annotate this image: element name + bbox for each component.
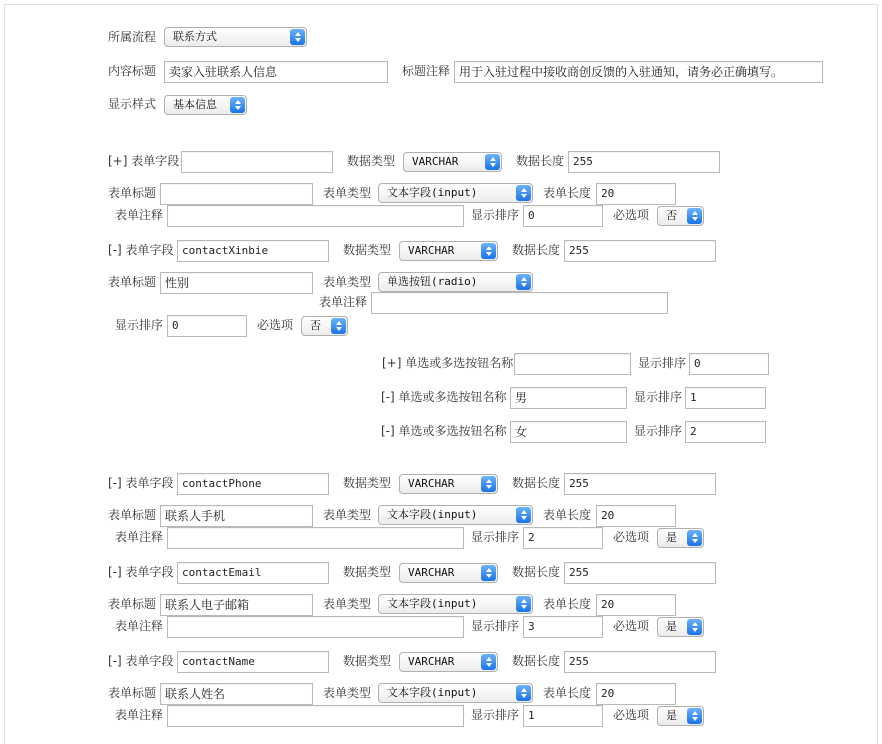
form-title-label: 表单标题 (108, 186, 157, 200)
form-type-value: 单选按钮(radio) (387, 275, 478, 288)
data-type-select[interactable] (399, 241, 498, 261)
content-title-label: 内容标题 (108, 64, 157, 78)
form-note-input[interactable] (167, 205, 464, 227)
data-type-label: 数据类型 (347, 154, 396, 168)
collapse-toggle[interactable]: [-] (381, 390, 395, 404)
option-name-label: 单选或多选按钮名称 (398, 424, 507, 438)
display-order-input[interactable]: 0 (167, 315, 247, 337)
data-length-label: 数据长度 (512, 565, 561, 579)
required-select[interactable] (301, 316, 348, 336)
form-type-label: 表单类型 (323, 186, 372, 200)
required-value: 否 (666, 209, 677, 222)
form-field-input[interactable]: contactPhone (177, 473, 329, 495)
option-toggle[interactable] (381, 389, 507, 405)
select-arrows-icon (687, 208, 702, 224)
option-order-input[interactable]: 2 (685, 421, 766, 443)
title-note-input[interactable]: 用于入驻过程中接收商创反馈的入驻通知，请务必正确填写。 (454, 61, 823, 83)
option-name-label: 单选或多选按钮名称 (398, 390, 507, 404)
display-order-input[interactable]: 3 (523, 616, 603, 638)
data-length-label: 数据长度 (512, 243, 561, 257)
form-type-value: 文本字段(input) (387, 686, 478, 699)
form-field-label: 表单字段 (131, 154, 180, 168)
data-type-value: VARCHAR (408, 477, 455, 490)
data-type-label: 数据类型 (343, 476, 392, 490)
select-arrows-icon (516, 185, 531, 201)
required-label: 必选项 (257, 318, 294, 332)
form-title-input[interactable] (160, 183, 313, 205)
select-arrows-icon (516, 596, 531, 612)
display-style-label: 显示样式 (108, 97, 157, 111)
display-style-select[interactable] (164, 95, 247, 115)
form-type-label: 表单类型 (323, 686, 372, 700)
display-order-label: 显示排序 (471, 619, 520, 633)
collapse-toggle[interactable]: [-] (108, 243, 122, 257)
collapse-toggle[interactable]: [-] (108, 476, 122, 490)
form-length-input[interactable]: 20 (596, 183, 676, 205)
form-field-input[interactable]: contactEmail (177, 562, 329, 584)
data-length-input[interactable]: 255 (568, 151, 720, 173)
form-length-input[interactable]: 20 (596, 505, 676, 527)
data-type-label: 数据类型 (343, 565, 392, 579)
form-note-input[interactable] (167, 616, 464, 638)
option-order-label: 显示排序 (634, 424, 683, 438)
form-title-input[interactable]: 联系人手机 (160, 505, 313, 527)
select-arrows-icon (481, 565, 496, 581)
required-select[interactable] (657, 617, 704, 637)
form-type-value: 文本字段(input) (387, 508, 478, 521)
data-length-input[interactable]: 255 (564, 651, 716, 673)
data-type-value: VARCHAR (408, 566, 455, 579)
expand-toggle[interactable]: [+] (382, 356, 402, 370)
display-order-input[interactable]: 2 (523, 527, 603, 549)
option-name-label: 单选或多选按钮名称 (405, 356, 514, 370)
required-select[interactable] (657, 206, 704, 226)
form-title-input[interactable]: 联系人姓名 (160, 683, 313, 705)
option-toggle[interactable] (381, 423, 507, 439)
form-title-label: 表单标题 (108, 597, 157, 611)
select-arrows-icon (687, 530, 702, 546)
field-toggle[interactable] (108, 153, 179, 169)
form-length-input[interactable]: 20 (596, 683, 676, 705)
option-name-input[interactable]: 男 (510, 387, 627, 409)
form-type-value: 文本字段(input) (387, 186, 478, 199)
display-order-input[interactable]: 0 (523, 205, 603, 227)
form-title-label: 表单标题 (108, 686, 157, 700)
flow-select-value: 联系方式 (173, 30, 217, 43)
select-arrows-icon (230, 97, 245, 113)
data-type-label: 数据类型 (343, 654, 392, 668)
select-arrows-icon (485, 154, 500, 170)
select-arrows-icon (481, 654, 496, 670)
content-title-input[interactable]: 卖家入驻联系人信息 (164, 61, 388, 83)
data-length-input[interactable]: 255 (564, 562, 716, 584)
form-type-select[interactable] (378, 183, 533, 203)
field-toggle[interactable] (108, 242, 174, 258)
display-order-input[interactable]: 1 (523, 705, 603, 727)
required-label: 必选项 (613, 708, 650, 722)
form-note-label: 表单注释 (115, 708, 164, 722)
form-note-label: 表单注释 (115, 208, 164, 222)
form-title-label: 表单标题 (108, 508, 157, 522)
form-title-label: 表单标题 (108, 275, 157, 289)
option-order-label: 显示排序 (638, 356, 687, 370)
data-type-select[interactable] (399, 474, 498, 494)
form-type-select[interactable] (378, 272, 533, 292)
form-note-label: 表单注释 (319, 295, 368, 309)
option-toggle[interactable] (382, 355, 513, 371)
form-type-label: 表单类型 (323, 275, 372, 289)
form-length-label: 表单长度 (543, 597, 592, 611)
form-length-label: 表单长度 (543, 686, 592, 700)
form-type-select[interactable] (378, 683, 533, 703)
display-order-label: 显示排序 (115, 318, 164, 332)
display-style-value: 基本信息 (173, 98, 217, 111)
select-arrows-icon (516, 507, 531, 523)
form-title-input[interactable]: 联系人电子邮箱 (160, 594, 313, 616)
form-type-label: 表单类型 (323, 508, 372, 522)
collapse-toggle[interactable]: [-] (108, 565, 122, 579)
field-toggle[interactable] (108, 564, 174, 580)
form-field-input[interactable]: contactXinbie (177, 240, 329, 262)
data-type-label: 数据类型 (343, 243, 392, 257)
form-note-input[interactable] (167, 527, 464, 549)
select-arrows-icon (290, 29, 305, 45)
form-field-label: 表单字段 (125, 476, 174, 490)
title-note-label: 标题注释 (402, 64, 451, 78)
data-type-select[interactable] (399, 652, 498, 672)
option-name-input[interactable]: 女 (510, 421, 627, 443)
data-type-value: VARCHAR (412, 155, 459, 168)
select-arrows-icon (481, 243, 496, 259)
form-note-input[interactable] (167, 705, 464, 727)
required-value: 是 (666, 620, 677, 633)
select-arrows-icon (687, 619, 702, 635)
required-select[interactable] (657, 528, 704, 548)
form-type-select[interactable] (378, 594, 533, 614)
data-type-value: VARCHAR (408, 655, 455, 668)
collapse-toggle[interactable]: [-] (381, 424, 395, 438)
option-order-input[interactable]: 1 (685, 387, 766, 409)
display-order-label: 显示排序 (471, 530, 520, 544)
select-arrows-icon (331, 318, 346, 334)
form-note-label: 表单注释 (115, 530, 164, 544)
required-value: 是 (666, 709, 677, 722)
data-type-value: VARCHAR (408, 244, 455, 257)
form-type-label: 表单类型 (323, 597, 372, 611)
flow-label: 所属流程 (108, 30, 157, 44)
form-title-input[interactable]: 性别 (160, 272, 313, 294)
form-field-label: 表单字段 (125, 654, 174, 668)
form-length-input[interactable]: 20 (596, 594, 676, 616)
select-arrows-icon (516, 685, 531, 701)
form-length-label: 表单长度 (543, 508, 592, 522)
option-order-label: 显示排序 (634, 390, 683, 404)
data-length-input[interactable]: 255 (564, 473, 716, 495)
select-arrows-icon (687, 708, 702, 724)
form-length-label: 表单长度 (543, 186, 592, 200)
form-field-label: 表单字段 (125, 243, 174, 257)
field-toggle[interactable] (108, 475, 174, 491)
required-label: 必选项 (613, 530, 650, 544)
required-select[interactable] (657, 706, 704, 726)
display-order-label: 显示排序 (471, 708, 520, 722)
required-label: 必选项 (613, 619, 650, 633)
data-length-label: 数据长度 (516, 154, 565, 168)
form-type-select[interactable] (378, 505, 533, 525)
expand-toggle[interactable]: [+] (108, 154, 128, 168)
field-toggle[interactable] (108, 653, 174, 669)
required-label: 必选项 (613, 208, 650, 222)
required-value: 否 (310, 319, 321, 332)
form-field-label: 表单字段 (125, 565, 174, 579)
option-order-input[interactable]: 0 (689, 353, 769, 375)
data-length-label: 数据长度 (512, 476, 561, 490)
select-arrows-icon (481, 476, 496, 492)
form-note-input[interactable] (371, 292, 668, 314)
collapse-toggle[interactable]: [-] (108, 654, 122, 668)
option-name-input[interactable] (514, 353, 631, 375)
display-order-label: 显示排序 (471, 208, 520, 222)
form-type-value: 文本字段(input) (387, 597, 478, 610)
select-arrows-icon (516, 274, 531, 290)
data-length-input[interactable]: 255 (564, 240, 716, 262)
form-field-input[interactable] (181, 151, 333, 173)
data-type-select[interactable] (399, 563, 498, 583)
required-value: 是 (666, 531, 677, 544)
form-note-label: 表单注释 (115, 619, 164, 633)
form-field-input[interactable]: contactName (177, 651, 329, 673)
data-type-select[interactable] (403, 152, 502, 172)
flow-select[interactable] (164, 27, 307, 47)
data-length-label: 数据长度 (512, 654, 561, 668)
